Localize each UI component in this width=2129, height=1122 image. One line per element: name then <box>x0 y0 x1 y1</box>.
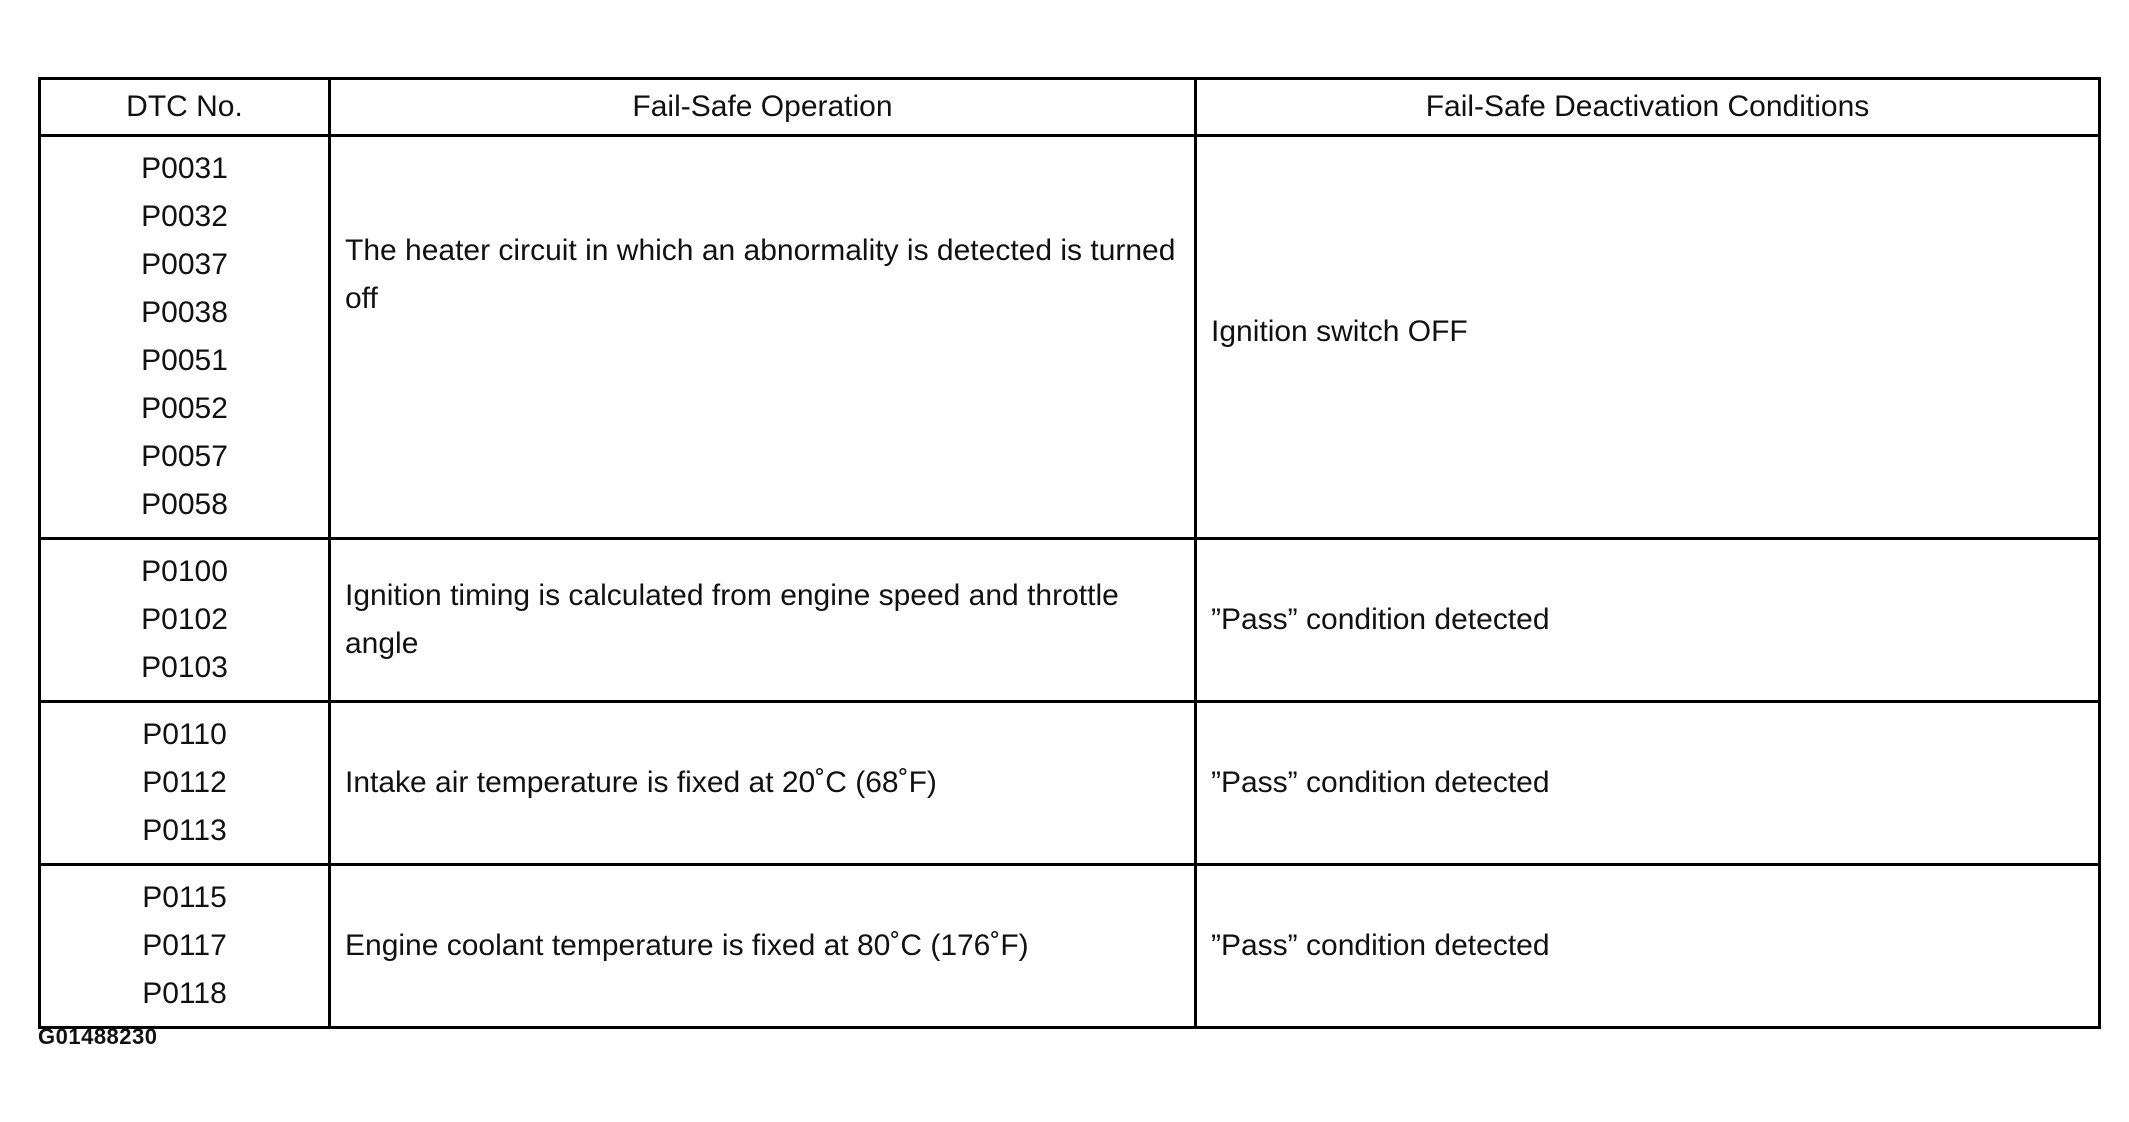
dtc-code: P0038 <box>141 296 228 329</box>
header-dtc-no: DTC No. <box>40 79 330 136</box>
fail-safe-operation-cell <box>330 136 1196 539</box>
dtc-code: P0100 <box>141 555 228 588</box>
header-deactivation-conditions: Fail-Safe Deactivation Conditions <box>1196 79 2100 136</box>
operation-text: Engine coolant temperature is fixed at 80˚C (176˚F) <box>345 929 1029 962</box>
dtc-code: P0052 <box>141 392 228 425</box>
dtc-code: P0103 <box>141 651 228 684</box>
figure-id: G01488230 <box>38 1024 158 1049</box>
dtc-code: P0037 <box>141 248 228 281</box>
table-row <box>40 702 2100 865</box>
dtc-code: P0113 <box>142 814 227 847</box>
condition-text: Ignition switch OFF <box>1211 315 1468 348</box>
operation-text: Intake air temperature is fixed at 20˚C (68˚F) <box>345 766 937 799</box>
condition-text: ”Pass” condition detected <box>1211 929 1550 962</box>
fail-safe-operation-cell <box>330 702 1196 865</box>
deactivation-condition-cell <box>1196 136 2100 539</box>
table-row <box>40 539 2100 702</box>
operation-text: Ignition timing is calculated from engine speed and throttle angle <box>345 579 1119 660</box>
dtc-code: P0051 <box>141 344 228 377</box>
dtc-code: P0115 <box>142 881 227 914</box>
dtc-list-cell <box>40 136 330 539</box>
dtc-code: P0117 <box>142 929 227 962</box>
dtc-code: P0031 <box>141 152 228 185</box>
deactivation-condition-cell <box>1196 865 2100 1028</box>
deactivation-condition-cell <box>1196 539 2100 702</box>
condition-text: ”Pass” condition detected <box>1211 603 1550 636</box>
fail-safe-table <box>38 77 2101 1029</box>
table-row <box>40 136 2100 539</box>
dtc-code: P0102 <box>141 603 228 636</box>
dtc-list-cell <box>40 865 330 1028</box>
dtc-code: P0058 <box>141 488 228 521</box>
dtc-code: P0032 <box>141 200 228 233</box>
dtc-code: P0112 <box>142 766 227 799</box>
deactivation-condition-cell <box>1196 702 2100 865</box>
condition-text: ”Pass” condition detected <box>1211 766 1550 799</box>
dtc-list-cell <box>40 702 330 865</box>
dtc-list-cell <box>40 539 330 702</box>
dtc-code: P0057 <box>141 440 228 473</box>
dtc-code: P0110 <box>142 718 227 751</box>
fail-safe-operation-cell <box>330 539 1196 702</box>
dtc-code: P0118 <box>142 977 227 1010</box>
header-fail-safe-operation: Fail-Safe Operation <box>330 79 1196 136</box>
table-header-row <box>40 79 2100 136</box>
fail-safe-operation-cell <box>330 865 1196 1028</box>
operation-text: The heater circuit in which an abnormality is detected is turned off <box>345 234 1176 315</box>
table-row <box>40 865 2100 1028</box>
